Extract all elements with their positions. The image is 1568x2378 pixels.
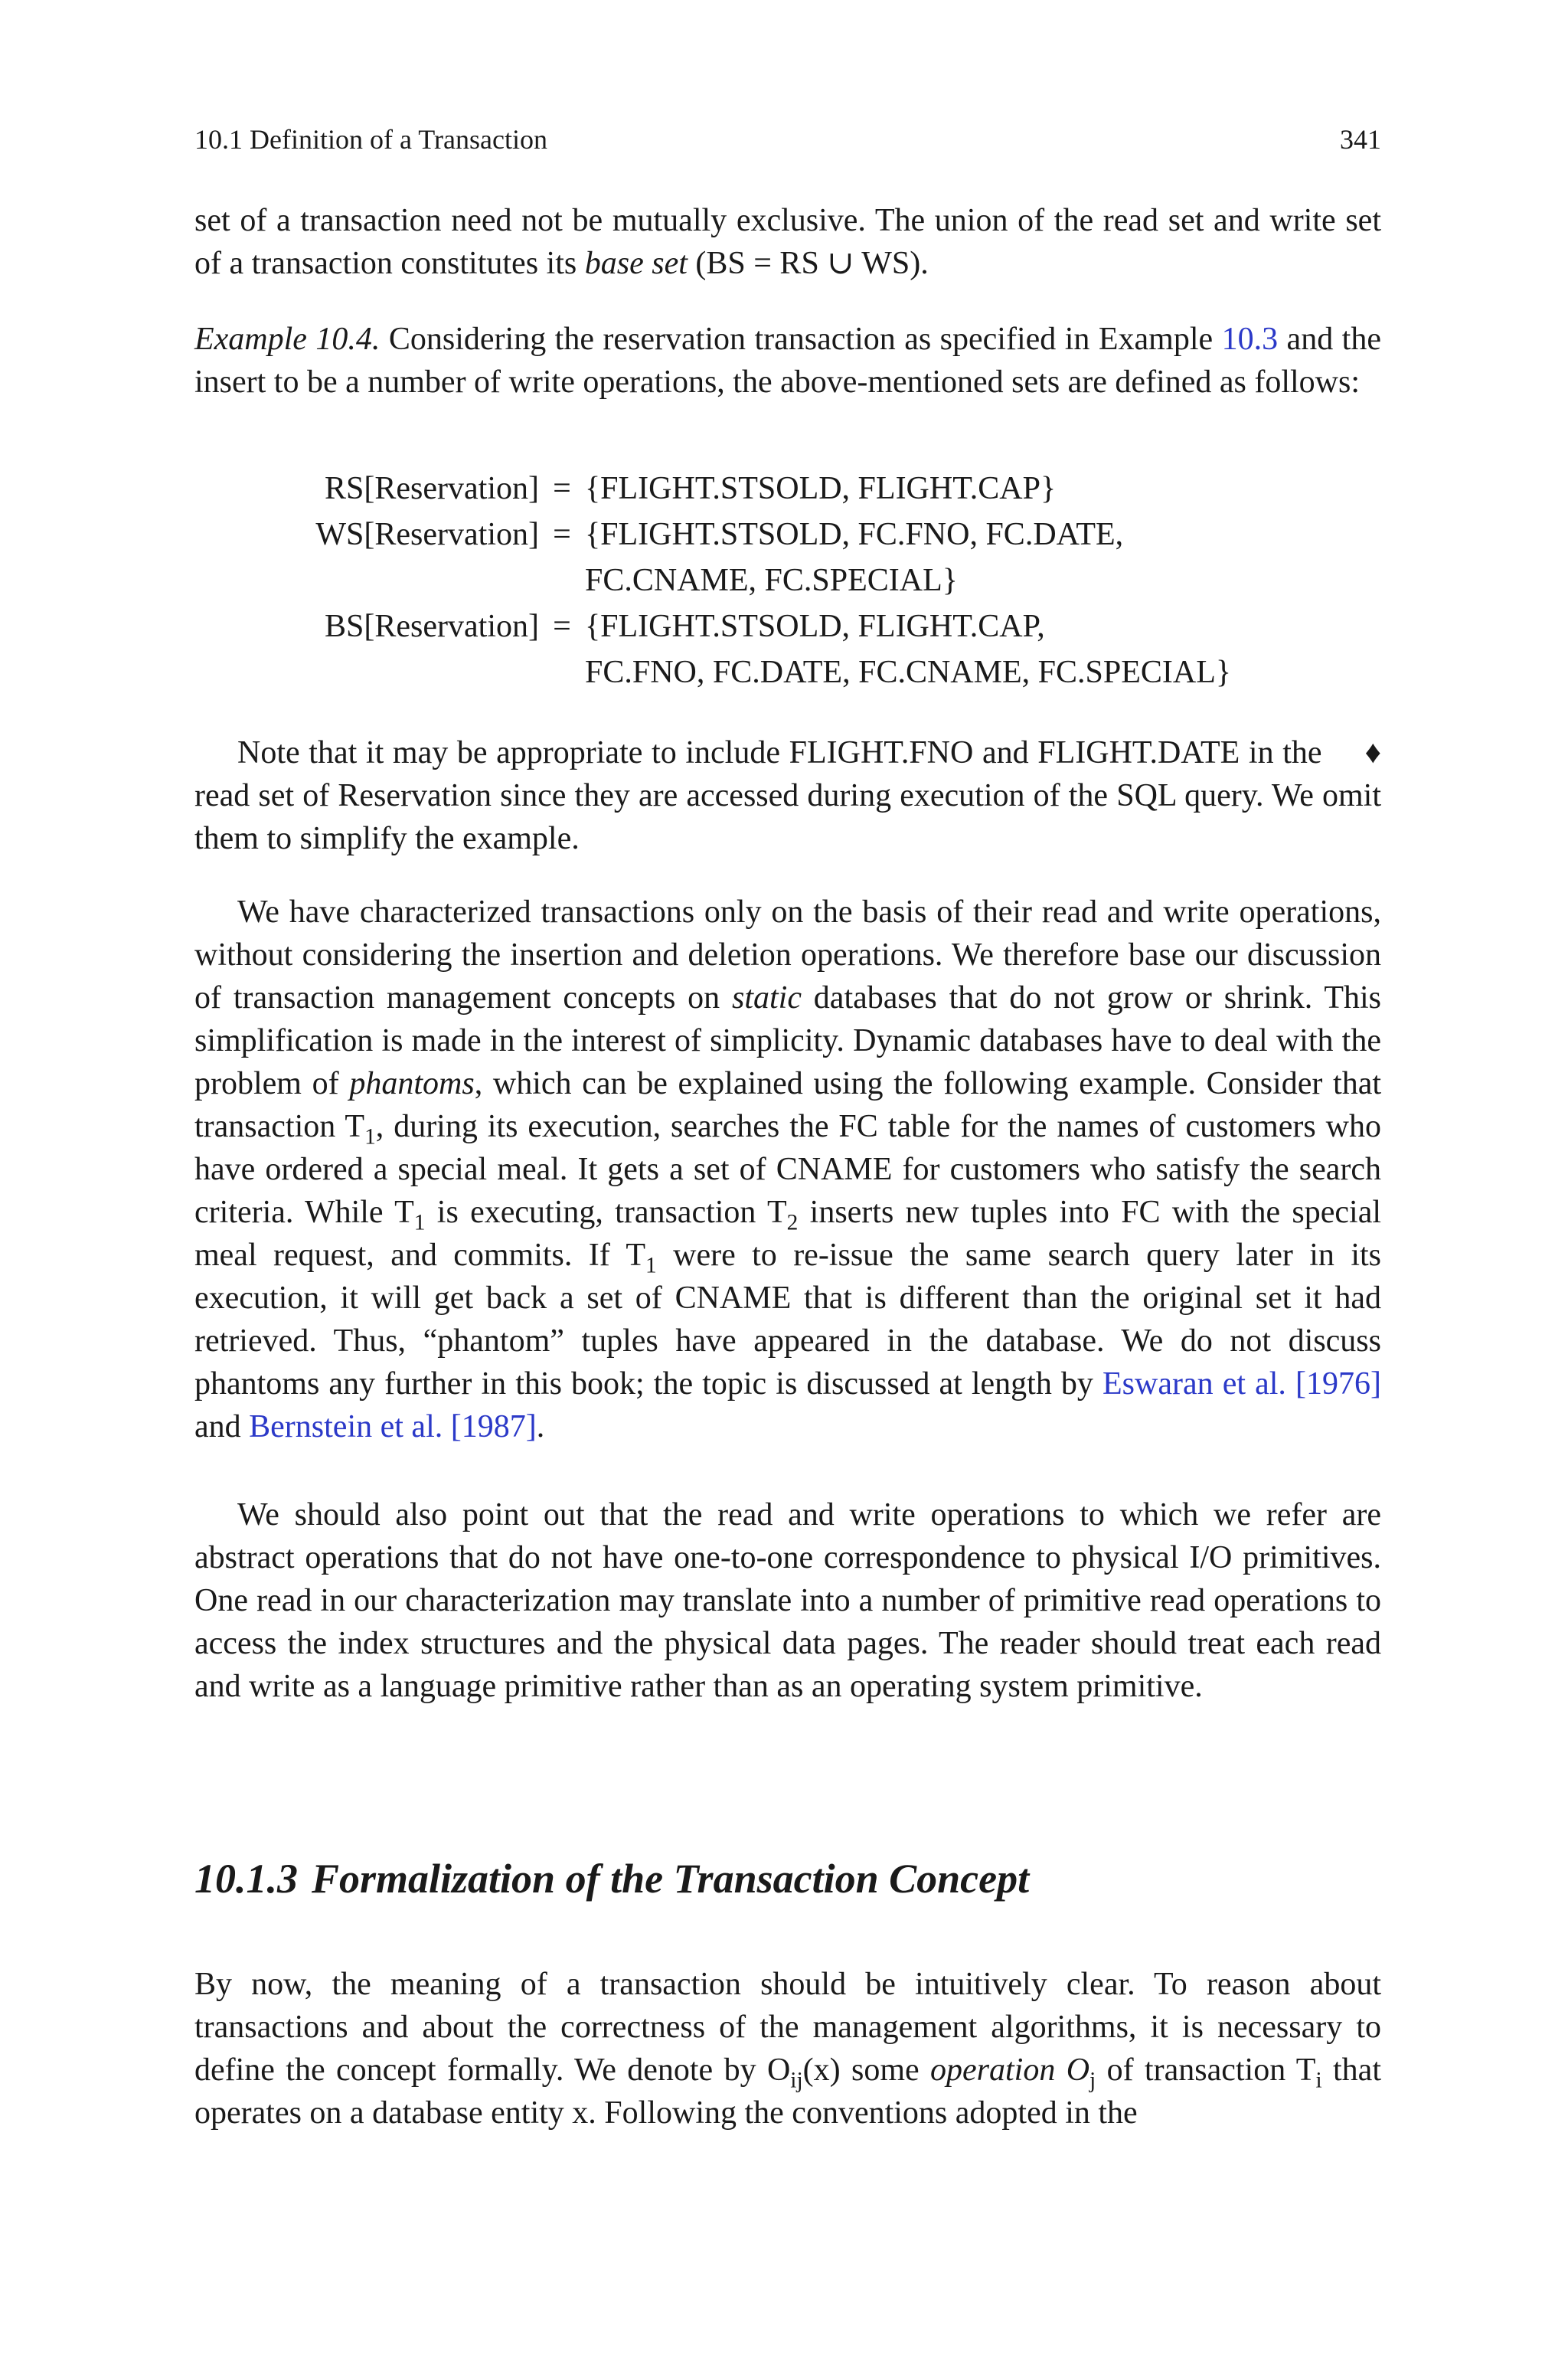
text-run: were to re-issue the same search query later in its execution, it will get back a set of CNAME that is different than the original set it had retrieved. Thus, “phantom” tuples have appeared in the database. We do not discuss phantoms any further in this book; the topic is discussed at length by <box>194 1238 1382 1402</box>
set-label: BS[Reservation] <box>325 609 539 644</box>
term-phantoms: phantoms <box>349 1066 475 1101</box>
paragraph-formalization <box>194 1963 1381 2134</box>
subscript: 2 <box>786 1210 799 1235</box>
text-run: is executing, transaction T <box>425 1195 787 1230</box>
text-run: (x) some <box>802 2053 930 2088</box>
set-label: WS[Reservation] <box>315 517 539 552</box>
subscript: ij <box>790 2068 803 2093</box>
set-definitions <box>194 466 1381 695</box>
example-label: Example 10.4. <box>194 322 381 357</box>
citation-link-bernstein[interactable]: Bernstein et al. [1987] <box>249 1409 537 1444</box>
set-value: {FLIGHT.STSOLD, FC.FNO, FC.DATE, <box>585 517 1124 552</box>
term-static: static <box>731 980 802 1016</box>
note-paragraph <box>194 731 1381 860</box>
set-row-bs <box>194 603 1381 649</box>
spacer <box>539 558 585 603</box>
text-run: Considering the reservation transaction as specified in Example <box>380 322 1222 357</box>
citation-link-eswaran[interactable]: Eswaran et al. [1976] <box>1102 1366 1381 1402</box>
set-label: RS[Reservation] <box>325 471 539 506</box>
text-run: By now, the meaning of a transaction should be intuitively clear. To reason about transactions and about the correctness of the management algorithms, it is necessary to define the concept formally. We denote by O <box>194 1967 1381 2088</box>
text-run: that operates on a database entity x. Following the conventions adopted in the <box>194 2053 1381 2131</box>
text-run: Note that it may be appropriate to include FLIGHT.FNO and FLIGHT.DATE in the read set of Reservation since they are accessed during execution of the SQL query. We omit them to simplify the example. <box>194 735 1381 856</box>
equals-sign: = <box>553 517 571 552</box>
text-run: set of a transaction need not be mutually exclusive. The union of the read set and write set of a transaction constitutes its <box>194 203 1381 281</box>
paragraph-phantoms <box>194 891 1381 1448</box>
example-paragraph <box>194 318 1381 404</box>
equals-sign: = <box>553 471 571 506</box>
set-value: FC.FNO, FC.DATE, FC.CNAME, FC.SPECIAL} <box>585 655 1232 690</box>
spacer <box>539 649 585 695</box>
running-header <box>194 123 1381 156</box>
text-run: databases that do not grow or shrink. This simplification is made in the interest of simplicity. Dynamic databases have to deal with the problem of <box>194 980 1381 1101</box>
end-of-example-icon: ♦ <box>1364 735 1381 770</box>
equals-sign: = <box>553 609 571 644</box>
set-row-ws-cont <box>194 558 1381 603</box>
example-link[interactable]: 10.3 <box>1221 322 1279 357</box>
set-row-bs-cont <box>194 649 1381 695</box>
text-run: We have characterized transactions only on the basis of their read and write operations, without considering the insertion and deletion operations. We therefore base our discussion of transaction management concepts on <box>194 895 1381 1016</box>
subscript: i <box>1315 2068 1322 2093</box>
subscript: 1 <box>364 1124 376 1150</box>
set-value: {FLIGHT.STSOLD, FLIGHT.CAP} <box>585 471 1057 506</box>
text-run: (BS = RS ∪ WS). <box>687 246 929 281</box>
section-title: Formalization of the Transaction Concept <box>312 1856 1030 1902</box>
text-run: , which can be explained using the following example. Consider that transaction T <box>194 1066 1382 1144</box>
paragraph-abstract-operations <box>194 1493 1381 1708</box>
spacer <box>194 649 539 695</box>
set-value: FC.CNAME, FC.SPECIAL} <box>585 563 958 598</box>
text-run: and the insert to be a number of write operations, the above-mentioned sets are defined as follows: <box>194 322 1381 400</box>
header-section: 10.1 Definition of a Transaction <box>194 124 547 155</box>
spacer <box>194 558 539 603</box>
text-run: , during its execution, searches the FC table for the names of customers who have ordered a special meal. It gets a set of CNAME for customers who satisfy the search criteria. While T <box>194 1109 1381 1230</box>
subscript: 1 <box>413 1210 426 1235</box>
subscript: j <box>1089 2068 1096 2093</box>
page-number: 341 <box>1340 124 1381 155</box>
section-number: 10.1.3 <box>194 1856 298 1902</box>
text-run: . <box>536 1409 545 1444</box>
term-base-set: base set <box>584 246 688 281</box>
term-operation: operation O <box>930 2053 1090 2088</box>
text-run: inserts new tuples into FC with the special meal request, and commits. If T <box>194 1195 1382 1273</box>
text-run: of transaction T <box>1096 2053 1316 2088</box>
set-row-ws <box>194 512 1381 558</box>
text-run: We should also point out that the read and write operations to which we refer are abstract operations that do not have one-to-one correspondence to physical I/O primitives. One read in our characterization may translate into a number of primitive read operations to access the index structures and the physical data pages. The reader should treat each read and write as a language primitive rather than as an operating system primitive. <box>194 1497 1381 1704</box>
section-heading <box>194 1853 1029 1904</box>
set-row-rs <box>194 466 1381 512</box>
subscript: 1 <box>645 1253 657 1278</box>
set-value: {FLIGHT.STSOLD, FLIGHT.CAP, <box>585 609 1045 644</box>
text-run: and <box>194 1409 250 1444</box>
paragraph-base-set <box>194 199 1381 285</box>
